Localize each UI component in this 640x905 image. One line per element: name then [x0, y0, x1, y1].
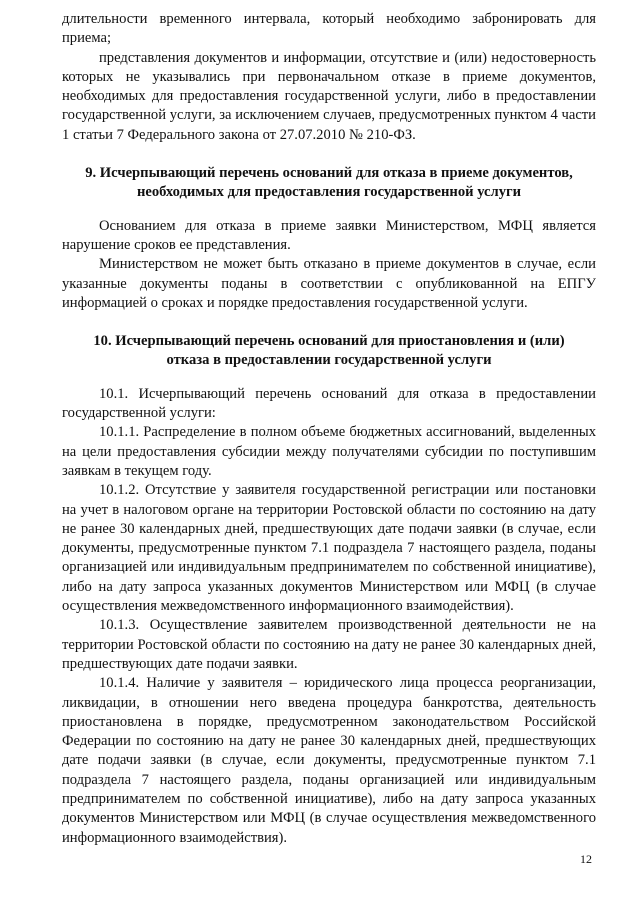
spacer	[62, 313, 596, 332]
section-9-heading	[62, 164, 596, 203]
spacer	[62, 203, 596, 217]
section-10-paragraph-2: 10.1.1. Распределение в полном объеме бюджетных ассигнований, выделенных на цели предоставления субсидии между получателями субсидии по поступившим заявкам в текущем году.	[62, 424, 596, 479]
section-9-paragraph-1: Основанием для отказа в приеме заявки Министерством, МФЦ является нарушение сроков ее представления.	[62, 217, 596, 253]
section-10-heading-line-2: отказа в предоставлении государственной услуги	[166, 352, 492, 369]
section-9-paragraph-2: Министерством не может быть отказано в приеме документов в случае, если указанные документы поданы в соответствии с опубликованной на ЕПГУ информацией о сроках и порядке предоставления государственной услуги.	[62, 256, 596, 311]
document-page	[62, 10, 596, 848]
spacer	[62, 145, 596, 164]
spacer	[62, 371, 596, 385]
intro-paragraph-2: представления документов и информации, отсутствие и (или) недостоверность которых не указывались при первоначальном отказе в приеме документов, необходимых для предоставления государственной услуги, либо в предоставлении государственной услуги, за исключением случаев, предусмотренных пунктом 4 части 1 статьи 7 Федерального закона от 27.07.2010 № 210-ФЗ.	[62, 49, 596, 143]
section-9-heading-line-1: 9. Исчерпывающий перечень оснований для отказа в приеме документов,	[85, 165, 573, 182]
page-number: 12	[580, 852, 592, 866]
section-10-paragraph-4: 10.1.3. Осуществление заявителем производственной деятельности не на территории Ростовской области по состоянию на дату не ранее 30 календарных дней, предшествующих дате подачи заявки.	[62, 617, 596, 672]
section-10-paragraph-1: 10.1. Исчерпывающий перечень оснований для отказа в предоставлении государственной услуги:	[62, 385, 596, 422]
section-10-heading	[62, 332, 596, 371]
section-10-paragraph-5: 10.1.4. Наличие у заявителя – юридического лица процесса реорганизации, ликвидации, в отношении него введена процедура банкротства, деятельность приостановлена в порядке, предусмотренном законодательством Российской Федерации по состоянию на дату не ранее 30 календарных дней, предшествующих дате подачи заявки (в случае, если документы, предусмотренные пунктом 7.1 подраздела 7 настоящего раздела, поданы организацией или индивидуальным предпринимателем по собственной инициативе), либо на дату запроса указанных документов Министерством или МФЦ (в случае осуществления межведомственного информационного взаимодействия).	[62, 675, 596, 846]
intro-paragraph-1: длительности временного интервала, который необходимо забронировать для приема;	[62, 11, 596, 47]
section-10-heading-line-1: 10. Исчерпывающий перечень оснований для приостановления и (или)	[93, 333, 565, 350]
section-10-paragraph-3: 10.1.2. Отсутствие у заявителя государственной регистрации или постановки на учет в налоговом органе на территории Ростовской области по состоянию на дату не ранее 30 календарных дней, предшествующих дате подачи заявки (в случае, если документы, предусмотренные пунктом 7.1 подраздела 7 настоящего раздела, поданы организацией или индивидуальным предпринимателем по собственной инициативе), либо на дату запроса указанных документов Министерством или МФЦ (в случае осуществления межведомственного информационного взаимодействия).	[62, 482, 596, 615]
section-9-heading-line-2: необходимых для предоставления государственной услуги	[136, 184, 522, 201]
